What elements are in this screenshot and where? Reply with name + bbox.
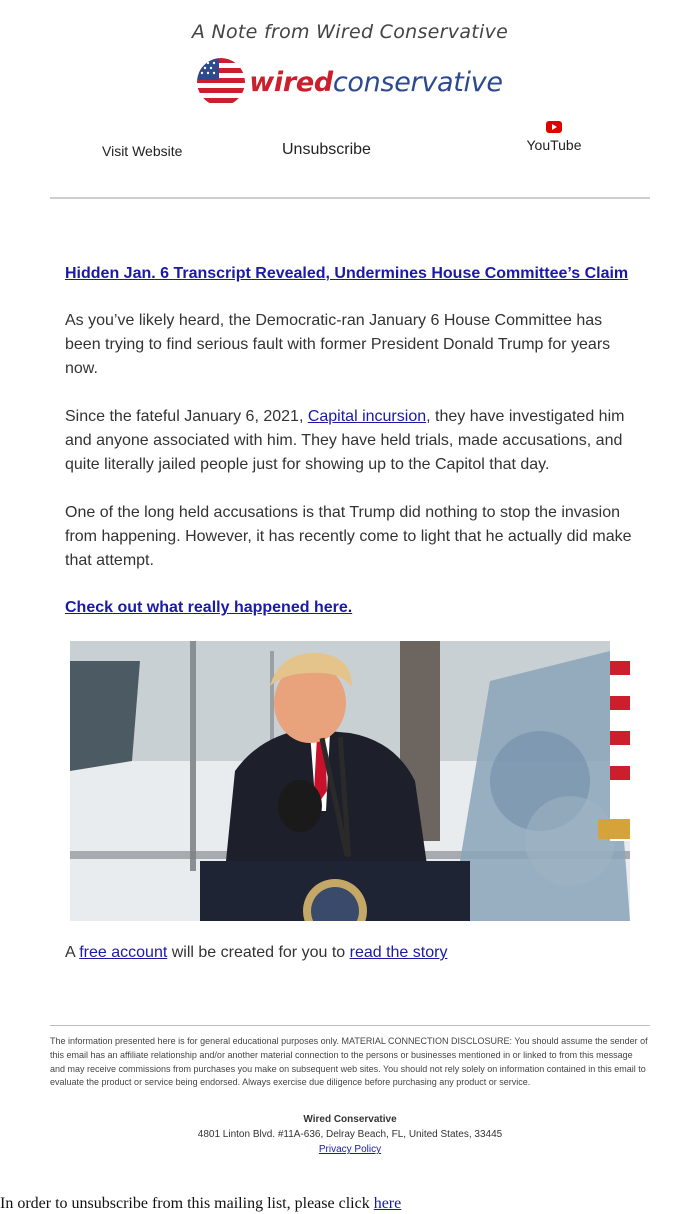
company-address: 4801 Linton Blvd. #11A-636, Delray Beach, FL, United States, 33445 [197,1129,503,1141]
brand-logo[interactable] [50,54,650,110]
visit-website-link[interactable]: Visit Website [102,143,183,159]
unsubscribe-footer-line [0,1195,401,1213]
youtube-label: YouTube [526,137,582,153]
check-out-link[interactable]: Check out what really happened here. [65,599,353,616]
header-note: A Note from Wired Conservative [191,21,509,43]
article-paragraph-3: One of the long held accusations is that Trump did nothing to stop the invasion from happening. However, it has recently come to light that he actually did make that attempt. [65,504,632,569]
article-headline-link[interactable]: Hidden Jan. 6 Transcript Revealed, Undermines House Committee’s Claim [65,265,629,282]
youtube-play-icon [546,121,562,133]
account-prefix: A [65,944,80,961]
footer-disclaimer: The information presented here is for general educational purposes only. MATERIAL CONNECTION DISCLOSURE: You should assume the sender of this email has an affiliate relationship and/or another material connection to the persons or businesses mentioned in or linked to from this message and may receive commissions from purchases you make on subsequent web sites. You should not rely solely on information contained in this email to evaluate the product or service being endorsed. Always exercise due diligence before purchasing any product or service. [50,1036,648,1088]
youtube-link[interactable] [516,121,592,153]
company-name: Wired Conservative [303,1114,397,1126]
logo-text-conservative: conservative [332,66,503,98]
privacy-policy-link[interactable]: Privacy Policy [318,1144,382,1156]
footer-divider [50,1025,650,1026]
free-account-link[interactable]: free account [79,944,168,961]
speaker-at-podium-illustration [70,641,630,921]
us-flag-circle-icon [197,58,245,106]
logo-wordmark [249,67,503,98]
logo-text-wired: wired [249,66,333,98]
article-body [50,263,650,965]
unsubscribe-here-link[interactable]: here [373,1195,402,1212]
top-nav [50,117,650,199]
article-photo [70,641,630,921]
email-container [50,0,650,1157]
paragraph-2-text-after: , they have investigated him and anyone associated with him. They have held trials, made accusations, and quite literally jailed people just for showing up to the Capitol that day. [65,408,625,473]
article-paragraph-2 [65,405,635,477]
read-the-story-link[interactable]: read the story [349,944,448,961]
capital-incursion-link[interactable]: Capital incursion [307,408,427,425]
unsubscribe-footer-text: In order to unsubscribe from this mailing list, please click [0,1195,374,1212]
account-middle-text: will be created for you to [167,944,350,961]
account-notice [65,941,635,965]
unsubscribe-link[interactable]: Unsubscribe [282,141,371,158]
paragraph-2-text-before: Since the fateful January 6, 2021, [65,408,308,425]
article-photo-link[interactable] [65,641,635,921]
article-paragraph-1: As you’ve likely heard, the Democratic-ran January 6 House Committee has been trying to find serious fault with former President Donald Trump for years now. [65,312,611,377]
company-info [50,1112,650,1157]
